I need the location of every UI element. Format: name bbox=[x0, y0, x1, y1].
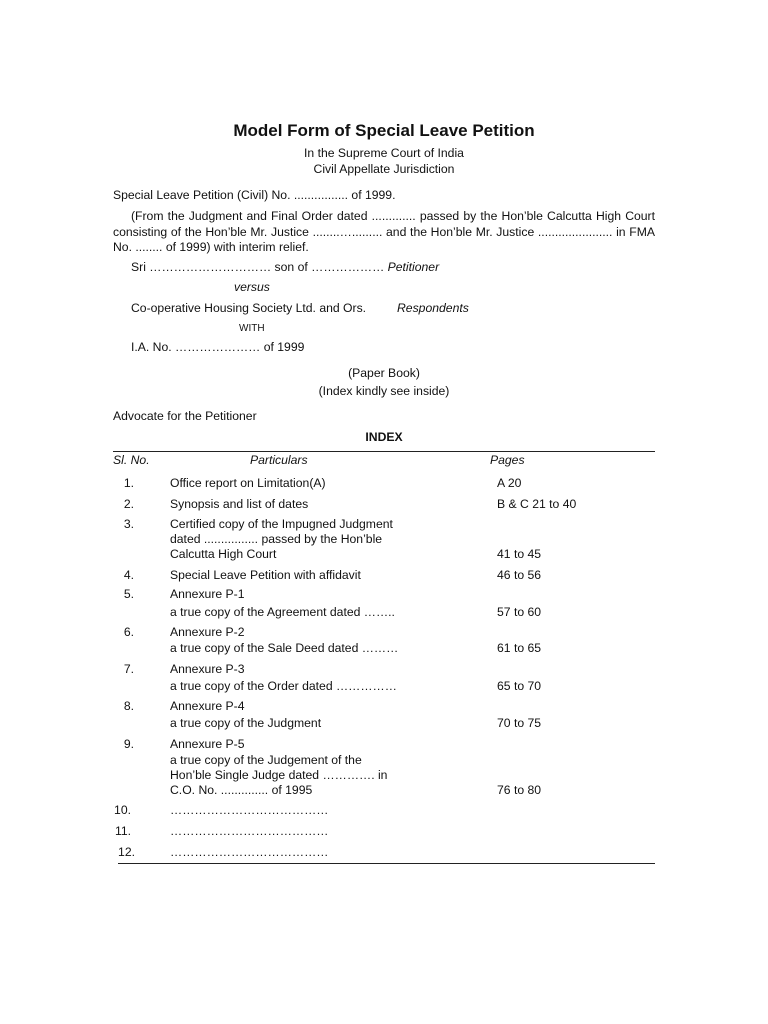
row-number: 8. bbox=[123, 699, 134, 713]
row-pages: A 20 bbox=[497, 476, 522, 490]
row-particulars-line2: a true copy of the Agreement dated …….. bbox=[170, 605, 395, 619]
row-particulars: Annexure P-5 bbox=[170, 737, 245, 751]
petitioner-line bbox=[131, 260, 439, 274]
respondent-name: Co-operative Housing Society Ltd. and Ors. bbox=[131, 301, 367, 315]
row-number: 5. bbox=[123, 587, 134, 601]
row-particulars-line3: Hon’ble Single Judge dated …………. in bbox=[170, 768, 388, 782]
row-number: 7. bbox=[123, 662, 134, 676]
header-particulars: Particulars bbox=[250, 453, 308, 467]
row-pages: 65 to 70 bbox=[497, 679, 542, 693]
with-label: WITH bbox=[239, 323, 265, 334]
header-sl-no: Sl. No. bbox=[113, 453, 150, 467]
row-particulars-line2: a true copy of the Judgment bbox=[170, 716, 322, 730]
row-particulars-line2: a true copy of the Judgement of the bbox=[170, 753, 362, 767]
row-particulars: Office report on Limitation(A) bbox=[170, 476, 326, 490]
row-particulars: Annexure P-2 bbox=[170, 625, 245, 639]
petitioner-label: Petitioner bbox=[387, 260, 440, 274]
row-number: 10. bbox=[114, 803, 131, 817]
row-particulars-line3: Calcutta High Court bbox=[170, 547, 277, 561]
header-pages: Pages bbox=[490, 453, 525, 467]
index-heading: INDEX bbox=[365, 430, 403, 444]
row-pages: 41 to 45 bbox=[497, 547, 542, 561]
row-pages: 76 to 80 bbox=[497, 783, 542, 797]
row-number: 1. bbox=[123, 476, 134, 490]
jurisdiction: Civil Appellate Jurisdiction bbox=[313, 162, 455, 176]
row-particulars: Annexure P-3 bbox=[170, 662, 245, 676]
court-name: In the Supreme Court of India bbox=[304, 146, 464, 160]
petitioner-name: Sri ………………………… son of ……………… bbox=[131, 260, 388, 274]
row-particulars-line4: C.O. No. .............. of 1995 bbox=[170, 783, 313, 797]
row-number: 9. bbox=[123, 737, 134, 751]
row-pages: B & C 21 to 40 bbox=[497, 497, 577, 511]
paper-book-label: (Paper Book) bbox=[348, 366, 420, 380]
versus-label: versus bbox=[234, 280, 270, 294]
row-number: 6. bbox=[123, 625, 134, 639]
row-number: 3. bbox=[123, 517, 134, 531]
judgment-reference: (From the Judgment and Final Order dated ............. passed by the Hon’ble Calcutta High Court consisting of the Hon’ble Mr. Justice ........…......... and the Hon’ble Mr. Justice ...................... in FMA No. ........ of 1999) with interim relief. bbox=[113, 209, 655, 254]
row-particulars: Certified copy of the Impugned Judgment bbox=[170, 517, 393, 531]
row-particulars: ………………………………… bbox=[170, 824, 329, 838]
slp-number: Special Leave Petition (Civil) No. ................ of 1999. bbox=[113, 188, 396, 202]
row-particulars: ………………………………… bbox=[170, 845, 329, 859]
row-number: 11. bbox=[114, 824, 131, 838]
advocate-label: Advocate for the Petitioner bbox=[113, 409, 257, 423]
row-particulars-line2: a true copy of the Order dated …………… bbox=[170, 679, 397, 693]
respondent-label: Respondents bbox=[397, 301, 469, 315]
row-particulars: Synopsis and list of dates bbox=[170, 497, 309, 511]
row-pages: 70 to 75 bbox=[497, 716, 542, 730]
row-number: 2. bbox=[123, 497, 134, 511]
row-pages: 46 to 56 bbox=[497, 568, 542, 582]
row-particulars: ………………………………… bbox=[170, 803, 329, 817]
row-number: 4. bbox=[123, 568, 134, 582]
row-particulars: Annexure P-4 bbox=[170, 699, 245, 713]
row-particulars-line2: a true copy of the Sale Deed dated ……… bbox=[170, 641, 399, 655]
row-pages: 57 to 60 bbox=[497, 605, 542, 619]
bottom-rule bbox=[118, 863, 655, 864]
ia-number: I.A. No. ………………… of 1999 bbox=[131, 340, 305, 354]
row-particulars: Annexure P-1 bbox=[170, 587, 245, 601]
document-title: Model Form of Special Leave Petition bbox=[233, 121, 535, 140]
row-particulars-line2: dated ................ passed by the Hon’ble bbox=[170, 532, 383, 546]
header-rule bbox=[113, 451, 655, 452]
row-number: 12. bbox=[118, 845, 135, 859]
index-note: (Index kindly see inside) bbox=[318, 384, 450, 398]
row-pages: 61 to 65 bbox=[497, 641, 542, 655]
row-particulars: Special Leave Petition with affidavit bbox=[170, 568, 361, 582]
